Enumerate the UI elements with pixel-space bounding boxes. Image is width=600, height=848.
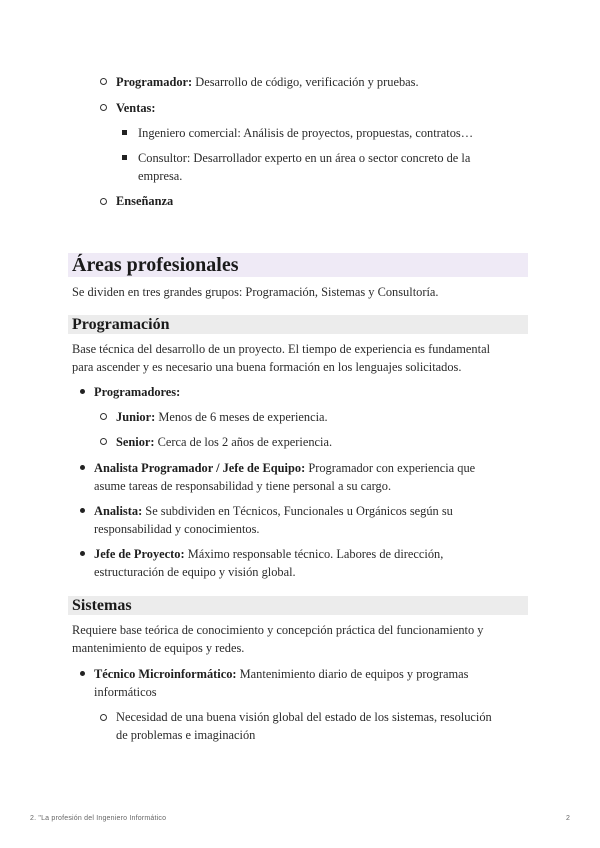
desc-analista: Se subdividen en Técnicos, Funcionales u Orgánicos según su: [142, 504, 453, 518]
programacion-para-line2: para ascender y es necesario una buena formación en los lenguajes solicitados.: [72, 360, 462, 374]
page-number: 2: [566, 815, 571, 822]
term-programador: Programador:: [116, 75, 193, 89]
desc-junior: Menos de 6 meses de experiencia.: [155, 410, 328, 424]
term-ensenanza: Enseñanza: [116, 194, 174, 208]
desc-programador: Desarrollo de código, verificación y pruebas.: [192, 75, 419, 89]
list-item-consultor-cont: empresa.: [138, 169, 183, 183]
sistemas-para-line2: mantenimiento de equipos y redes.: [72, 641, 245, 655]
term-tecnico: Técnico Microinformático:: [94, 667, 237, 681]
list-item-programador: [116, 73, 419, 92]
list-item-analista-cont: responsabilidad y conocimientos.: [94, 522, 260, 536]
square-bullet-icon: [122, 155, 127, 160]
circle-bullet-icon: [100, 438, 107, 445]
term-analista: Analista:: [94, 504, 143, 518]
list-item-tecnico-cont: informáticos: [94, 685, 157, 699]
list-item-ensenanza: [116, 192, 173, 211]
desc-tecnico: Mantenimiento diario de equipos y programas: [236, 667, 469, 681]
programacion-para-line1: Base técnica del desarrollo de un proyecto. El tiempo de experiencia es fundamental: [72, 342, 491, 356]
desc-senior: Cerca de los 2 años de experiencia.: [154, 435, 333, 449]
section-heading-areas: [68, 253, 528, 277]
list-item-necesidad-cont: de problemas e imaginación: [116, 728, 256, 742]
list-item-analista: [94, 502, 453, 521]
desc-analista-programador: Programador con experiencia que: [305, 461, 476, 475]
desc-jefe-proyecto: Máximo responsable técnico. Labores de dirección,: [184, 547, 444, 561]
areas-intro: Se dividen en tres grandes grupos: Programación, Sistemas y Consultoría.: [72, 285, 439, 299]
list-item-junior: [116, 408, 328, 427]
circle-bullet-icon: [100, 78, 107, 85]
subsection-heading-sistemas: [68, 596, 528, 615]
list-item-jefe-proyecto: [94, 545, 443, 564]
list-item-consultor: Consultor: Desarrollador experto en un área o sector concreto de la: [138, 151, 471, 165]
list-item-tecnico: [94, 665, 469, 684]
list-item-necesidad: Necesidad de una buena visión global del estado de los sistemas, resolución: [116, 710, 492, 724]
list-item-analista-programador-cont: asume tareas de responsabilidad y tiene personal a su cargo.: [94, 479, 392, 493]
list-item-programadores: [94, 383, 180, 402]
list-item-jefe-proyecto-cont: estructuración de equipo y visión global.: [94, 565, 296, 579]
list-item-analista-programador: [94, 459, 475, 478]
disc-bullet-icon: [80, 389, 85, 394]
sistemas-para-line1: Requiere base teórica de conocimiento y concepción práctica del funcionamiento y: [72, 623, 484, 637]
subsection-heading-programacion: [68, 315, 528, 334]
disc-bullet-icon: [80, 551, 85, 556]
circle-bullet-icon: [100, 714, 107, 721]
list-item-ingeniero-comercial: Ingeniero comercial: Análisis de proyectos, propuestas, contratos…: [138, 126, 474, 140]
disc-bullet-icon: [80, 508, 85, 513]
list-item-senior: [116, 433, 332, 452]
term-junior: Junior:: [116, 410, 156, 424]
square-bullet-icon: [122, 130, 127, 135]
circle-bullet-icon: [100, 413, 107, 420]
disc-bullet-icon: [80, 465, 85, 470]
circle-bullet-icon: [100, 198, 107, 205]
disc-bullet-icon: [80, 671, 85, 676]
list-item-ventas: [116, 99, 155, 118]
term-programadores: Programadores:: [94, 385, 181, 399]
heading-sistemas-text: Sistemas: [72, 597, 132, 614]
term-jefe-proyecto: Jefe de Proyecto:: [94, 547, 185, 561]
term-analista-programador: Analista Programador / Jefe de Equipo:: [94, 461, 306, 475]
heading-programacion-text: Programación: [72, 316, 170, 333]
term-ventas: Ventas:: [116, 101, 156, 115]
circle-bullet-icon: [100, 104, 107, 111]
term-senior: Senior:: [116, 435, 155, 449]
page-footer-title: 2. "La profesión del Ingeniero Informático: [30, 815, 167, 822]
heading-areas-text: Áreas profesionales: [72, 254, 239, 276]
